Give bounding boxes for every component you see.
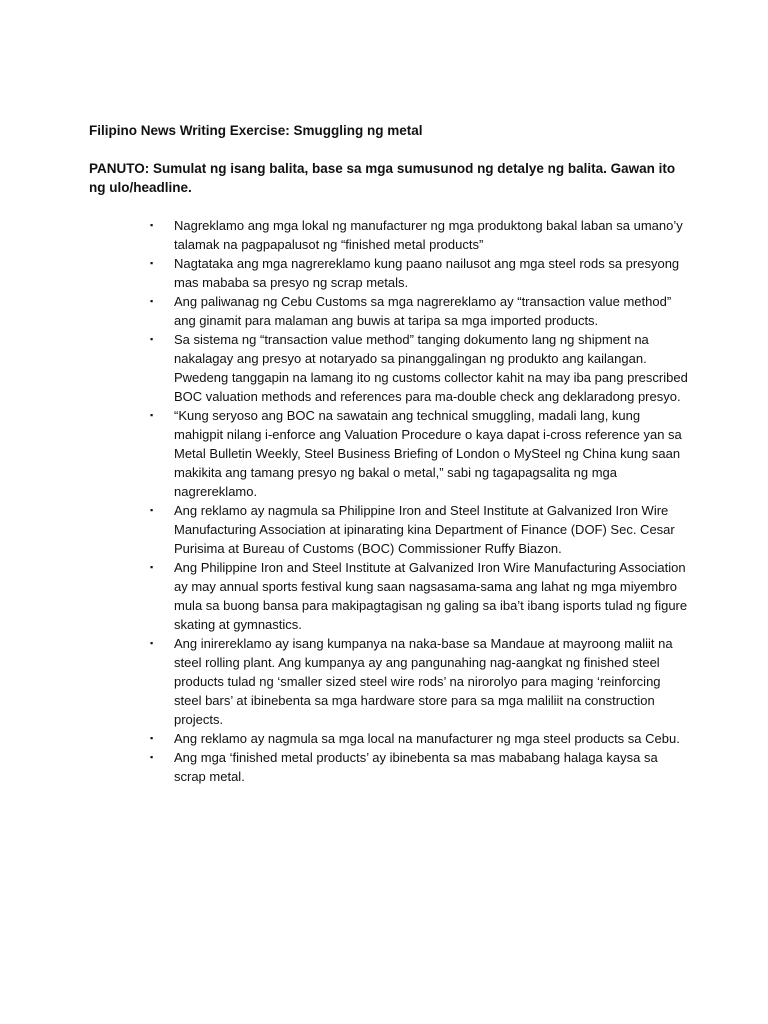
list-item — [150, 501, 690, 558]
square-bullet-icon: ▪ — [150, 752, 154, 762]
list-item-text: Ang paliwanag ng Cebu Customs sa mga nagrereklamo ay “transaction value method” ang ginamit para malaman ang buwis at taripa sa mga imported products. — [174, 294, 672, 328]
list-item-text: Ang Philippine Iron and Steel Institute at Galvanized Iron Wire Manufacturing Association ay may annual sports festival kung saan nagsasama-sama ang lahat ng mga miyembro mula sa buong bansa para makipagtagisan ng galing sa iba’t ibang isports tulad ng figure skating at gymnastics. — [174, 560, 688, 632]
list-item — [150, 330, 690, 406]
list-item — [150, 406, 690, 501]
list-item — [150, 216, 690, 254]
list-item-text: Nagtataka ang mga nagrereklamo kung paano nailusot ang mga steel rods sa presyong mas mababa sa presyo ng scrap metals. — [174, 256, 680, 290]
square-bullet-icon: ▪ — [150, 410, 154, 420]
list-item-text: Ang reklamo ay nagmula sa Philippine Iron and Steel Institute at Galvanized Iron Wire Manufacturing Association at ipinarating kina Department of Finance (DOF) Sec. Cesar Purisima at Bureau of Customs (BOC) Commissioner Ruffy Biazon. — [174, 503, 675, 556]
list-item — [150, 729, 690, 748]
list-item — [150, 292, 690, 330]
square-bullet-icon: ▪ — [150, 220, 154, 230]
square-bullet-icon: ▪ — [150, 258, 154, 268]
square-bullet-icon: ▪ — [150, 505, 154, 515]
list-item-text: Ang inirereklamo ay isang kumpanya na naka-base sa Mandaue at mayroong maliit na steel rolling plant. Ang kumpanya ay ang pangunahing nag-aangkat ng finished steel products tulad ng ‘smaller sized steel wire rods’ na nirorolyo para maging ‘reinforcing steel bars’ at ibinebenta sa mga hardware store para sa mga maliliit na construction projects. — [174, 636, 673, 727]
list-item-text: “Kung seryoso ang BOC na sawatain ang technical smuggling, madali lang, kung mahigpit nilang i-enforce ang Valuation Procedure o kaya dapat i-cross reference yan sa Metal Bulletin Weekly, Steel Business Briefing of London o MySteel ng China kung saan makikita ang tamang presyo ng bakal o metal,” sabi ng tagapagsalita ng mga nagrereklamo. — [174, 408, 682, 499]
square-bullet-icon: ▪ — [150, 296, 154, 306]
list-item-text: Ang reklamo ay nagmula sa mga local na manufacturer ng mga steel products sa Cebu. — [174, 731, 680, 746]
square-bullet-icon: ▪ — [150, 334, 154, 344]
document-title: Filipino News Writing Exercise: Smuggling ng metal — [89, 123, 423, 138]
list-item-text: Ang mga ‘finished metal products’ ay ibinebenta sa mas mababang halaga kaysa sa scrap metal. — [174, 750, 658, 784]
list-item-text: Nagreklamo ang mga lokal ng manufacturer ng mga produktong bakal laban sa umano’y talamak na pagpapalusot ng “finished metal products” — [174, 218, 683, 252]
list-item — [150, 634, 690, 729]
list-item — [150, 558, 690, 634]
list-item — [150, 748, 690, 786]
details-bullet-list — [150, 216, 690, 786]
instructions-paragraph: PANUTO: Sumulat ng isang balita, base sa mga sumusunod ng detalye ng balita. Gawan ito ng ulo/headline. — [89, 161, 676, 195]
list-item — [150, 254, 690, 292]
square-bullet-icon: ▪ — [150, 733, 154, 743]
list-item-text: Sa sistema ng “transaction value method” tanging dokumento lang ng shipment na nakalagay ang presyo at notaryado sa pinanggalingan ng produkto ang kailangan. Pwedeng tanggapin na lamang ito ng customs collector kahit na may iba pang prescribed BOC valuation methods and references para ma-double check ang deklaradong presyo. — [174, 332, 688, 404]
square-bullet-icon: ▪ — [150, 562, 154, 572]
square-bullet-icon: ▪ — [150, 638, 154, 648]
